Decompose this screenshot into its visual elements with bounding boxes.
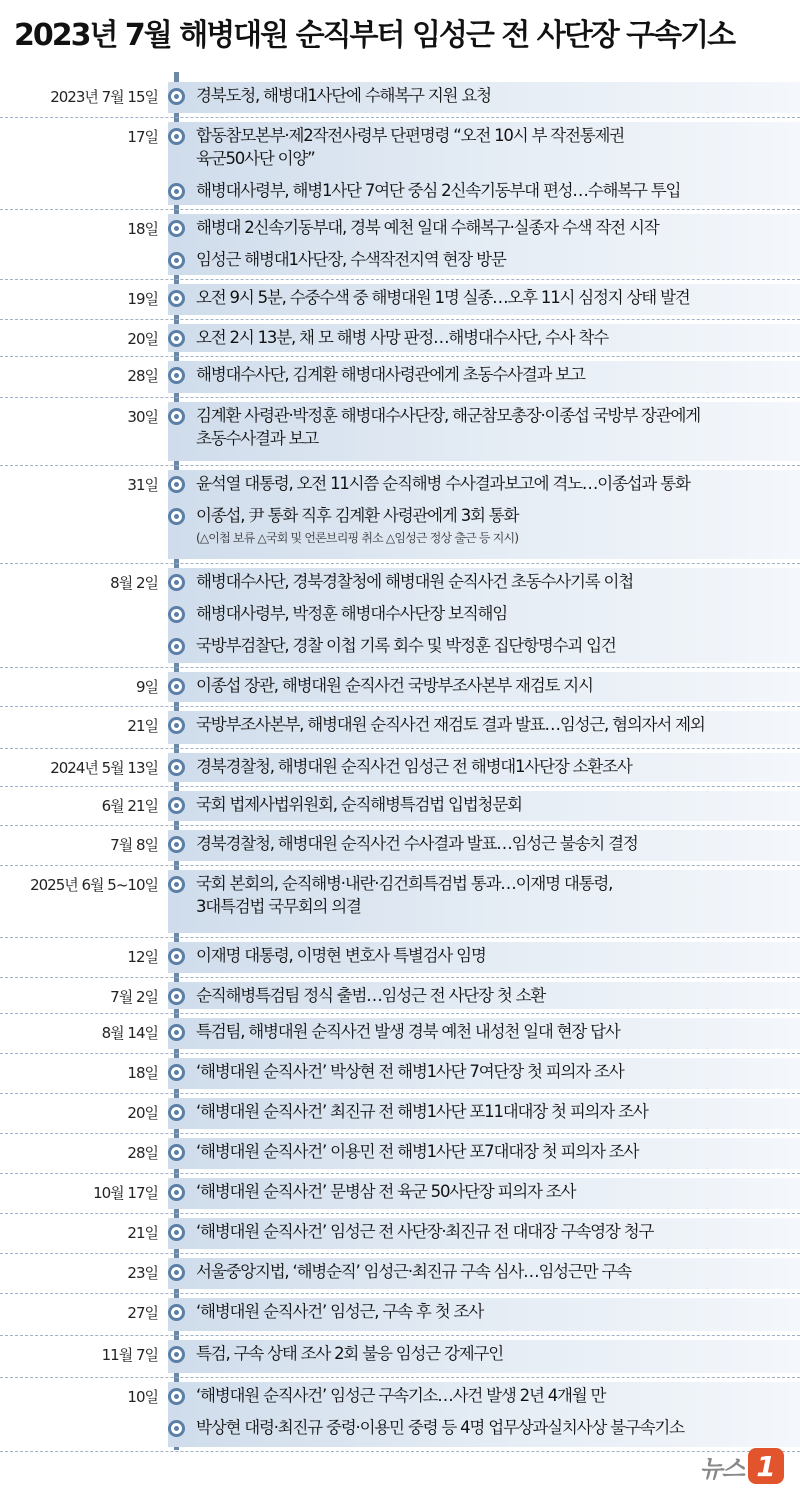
event-date: 10일: [127, 1388, 158, 1406]
event-text: 해병대수사단, 김계환 해병대사령관에게 초동수사결과 보고: [196, 365, 585, 384]
timeline-dot: [168, 1224, 185, 1241]
event-note: (△이첩 보류 △국회 및 언론브리핑 취소 △임성근 정상 출근 등 지시): [196, 531, 519, 545]
event-date: 2024년 5월 13일: [50, 759, 158, 777]
timeline-dot: [168, 367, 185, 384]
event-date: 31일: [127, 476, 158, 494]
timeline-dot: [168, 948, 185, 965]
event-text: 김계환 사령관·박정훈 해병대수사단장, 해군참모총장·이종섭 국방부 장관에게 초동수사결과 보고: [196, 406, 701, 448]
timeline-dot: [168, 290, 185, 307]
event-text: 서울중앙지법, ‘해병순직’ 임성근·최진규 구속 심사…임성근만 구속: [196, 1262, 631, 1281]
timeline-dot: [168, 1064, 185, 1081]
event-date: 17일: [127, 128, 158, 146]
timeline-dot: [168, 128, 185, 145]
event-date: 7월 2일: [110, 988, 158, 1006]
timeline-dot: [168, 1144, 185, 1161]
timeline-dot: [168, 678, 185, 695]
event-text: 이종섭, 尹 통화 직후 김계환 사령관에게 3회 통화: [196, 506, 519, 525]
event-text: 국방부조사본부, 해병대원 순직사건 재검토 결과 발표…임성근, 혐의자서 제외: [196, 715, 705, 734]
event-date: 12일: [127, 948, 158, 966]
event-date: 19일: [127, 290, 158, 308]
timeline-dot: [168, 508, 185, 525]
event-date: 20일: [127, 330, 158, 348]
page-title: 2023년 7월 해병대원 순직부터 임성근 전 사단장 구속기소: [14, 18, 735, 53]
timeline-dot: [168, 876, 185, 893]
timeline-dot: [168, 183, 185, 200]
event-date: 18일: [127, 1064, 158, 1082]
timeline-dot: [168, 330, 185, 347]
event-date: 18일: [127, 220, 158, 238]
event-text: 경북도청, 해병대1사단에 수해복구 지원 요청: [196, 86, 491, 105]
event-text: 오전 9시 5분, 수중수색 중 해병대원 1명 실종…오후 11시 심정지 상태 발견: [196, 288, 690, 307]
timeline-dot: [168, 759, 185, 776]
timeline-dot: [168, 1264, 185, 1281]
timeline-dot: [168, 606, 185, 623]
event-text: 이종섭 장관, 해병대원 순직사건 국방부조사본부 재검토 지시: [196, 676, 593, 695]
event-text: ‘해병대원 순직사건’ 문병삼 전 육군 50사단장 피의자 조사: [196, 1182, 576, 1201]
event-text: 해병대사령부, 박정훈 해병대수사단장 보직해임: [196, 604, 507, 623]
event-date: 11월 7일: [101, 1346, 158, 1364]
event-text: 박상현 대령·최진규 중령·이용민 중령 등 4명 업무상과실치사상 불구속기소: [196, 1418, 684, 1437]
event-text: 이재명 대통령, 이명현 변호사 특별검사 임명: [196, 946, 486, 965]
logo-mark: 1: [748, 1448, 784, 1484]
event-date: 27일: [127, 1304, 158, 1322]
timeline-dot: [168, 408, 185, 425]
timeline-dot: [168, 574, 185, 591]
event-text: 국방부검찰단, 경찰 이첩 기록 회수 및 박정훈 집단항명수괴 입건: [196, 636, 616, 655]
timeline-dot: [168, 1346, 185, 1363]
event-date: 20일: [127, 1104, 158, 1122]
event-date: 6월 21일: [101, 797, 158, 815]
timeline-dot: [168, 836, 185, 853]
timeline-dot: [168, 717, 185, 734]
event-text: 해병대수사단, 경북경찰청에 해병대원 순직사건 초동수사기록 이첩: [196, 572, 633, 591]
event-date: 9일: [135, 678, 158, 696]
news1-logo: [700, 1446, 784, 1486]
timeline-dot: [168, 88, 185, 105]
event-text: ‘해병대원 순직사건’ 임성근 구속기소…사건 발생 2년 4개월 만: [196, 1386, 606, 1405]
timeline-dot: [168, 476, 185, 493]
event-text: 경북경찰청, 해병대원 순직사건 임성근 전 해병대1사단장 소환조사: [196, 757, 632, 776]
event-date: 8월 14일: [101, 1024, 158, 1042]
event-text: 특검팀, 해병대원 순직사건 발생 경북 예천 내성천 일대 현장 답사: [196, 1022, 620, 1041]
timeline-dot: [168, 1304, 185, 1321]
event-text: 특검, 구속 상태 조사 2회 불응 임성근 강제구인: [196, 1344, 503, 1363]
event-text: 국회 본회의, 순직해병·내란·김건희특검법 통과…이재명 대통령, 3대특검법 국무회의 의결: [196, 874, 613, 916]
event-date: 21일: [127, 717, 158, 735]
event-date: 21일: [127, 1224, 158, 1242]
event-text: 경북경찰청, 해병대원 순직사건 수사결과 발표…임성근 불송치 결정: [196, 834, 638, 853]
event-date: 30일: [127, 408, 158, 426]
event-text: ‘해병대원 순직사건’ 이용민 전 해병1사단 포7대대장 첫 피의자 조사: [196, 1142, 639, 1161]
event-date: 10월 17일: [93, 1184, 158, 1202]
event-text: 임성근 해병대1사단장, 수색작전지역 현장 방문: [196, 250, 506, 269]
timeline-dot: [168, 1104, 185, 1121]
event-date: 7월 8일: [110, 836, 158, 854]
event-date: 2023년 7월 15일: [50, 88, 158, 106]
event-date: 28일: [127, 367, 158, 385]
event-date: 23일: [127, 1264, 158, 1282]
event-date: 2025년 6월 5~10일: [30, 876, 158, 894]
timeline-dot: [168, 252, 185, 269]
event-text: 국회 법제사법위원회, 순직해병특검법 입법청문회: [196, 795, 522, 814]
event-date: 28일: [127, 1144, 158, 1162]
timeline-dot: [168, 1388, 185, 1405]
event-text: 합동참모본부·제2작전사령부 단편명령 “오전 10시 부 작전통제권 육군50사단 이양”: [196, 126, 624, 168]
timeline-dot: [168, 1420, 185, 1437]
timeline-dot: [168, 220, 185, 237]
timeline-dot: [168, 638, 185, 655]
event-text: ‘해병대원 순직사건’ 임성근, 구속 후 첫 조사: [196, 1302, 483, 1321]
timeline-dot: [168, 797, 185, 814]
timeline-dot: [168, 1024, 185, 1041]
event-text: 해병대 2신속기동부대, 경북 예천 일대 수해복구·실종자 수색 작전 시작: [196, 218, 659, 237]
timeline-dot: [168, 988, 185, 1005]
event-text: ‘해병대원 순직사건’ 박상현 전 해병1사단 7여단장 첫 피의자 조사: [196, 1062, 624, 1081]
logo-text: 뉴스: [699, 1454, 744, 1483]
event-text: 해병대사령부, 해병1사단 7여단 중심 2신속기동부대 편성…수해복구 투입: [196, 181, 681, 200]
event-text: 오전 2시 13분, 채 모 해병 사망 판정…해병대수사단, 수사 착수: [196, 328, 608, 347]
event-date: 8월 2일: [110, 574, 158, 592]
event-text: ‘해병대원 순직사건’ 최진규 전 해병1사단 포11대대장 첫 피의자 조사: [196, 1102, 648, 1121]
event-text: 윤석열 대통령, 오전 11시쯤 순직해병 수사결과보고에 격노…이종섭과 통화: [196, 474, 690, 493]
timeline-dot: [168, 1184, 185, 1201]
event-text: ‘해병대원 순직사건’ 임성근 전 사단장·최진규 전 대대장 구속영장 청구: [196, 1222, 654, 1241]
event-text: 순직해병특검팀 정식 출범…임성근 전 사단장 첫 소환: [196, 986, 546, 1005]
